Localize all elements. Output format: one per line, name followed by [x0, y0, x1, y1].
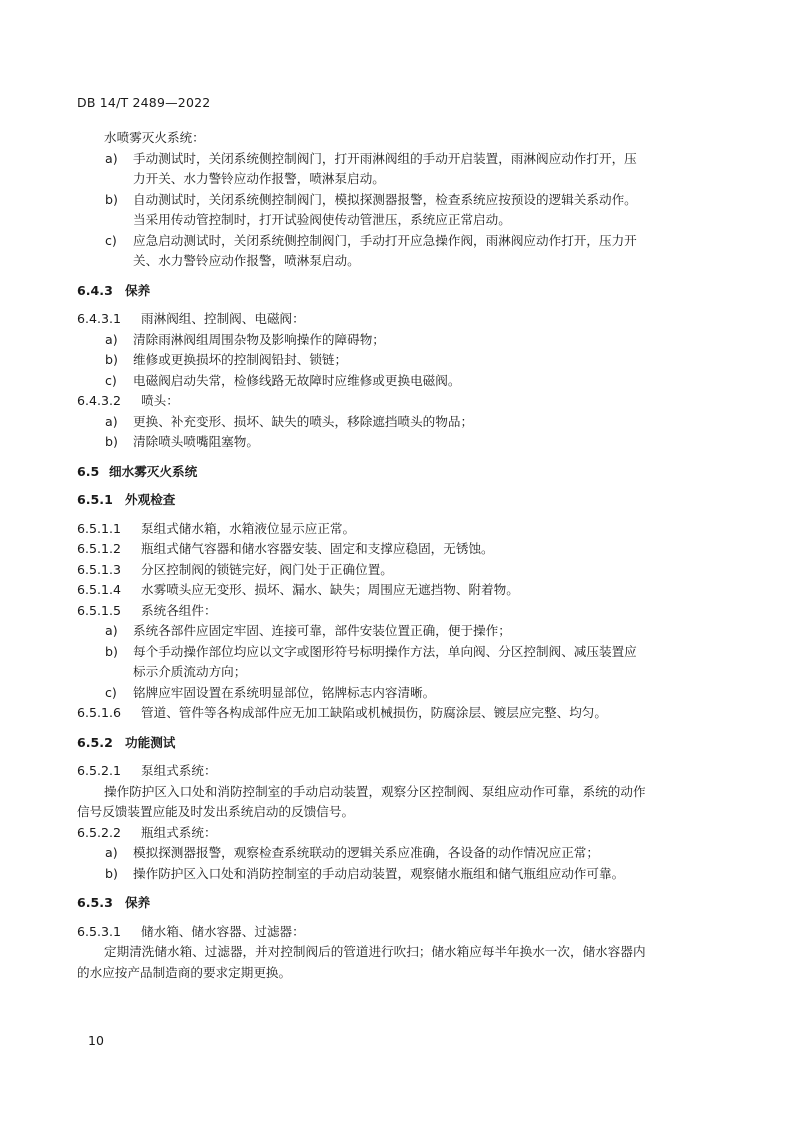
- list-item-continuation: 当采用传动管控制时，打开试验阀使传动管泄压，系统应正常启动。: [133, 212, 511, 227]
- paragraph: 操作防护区入口处和消防控制室的手动启动装置，观察分区控制阀、泵组应动作可靠，系统的动作: [104, 783, 646, 799]
- list-item: c) 电磁阀启动失常，检修线路无故障时应维修或更换电磁阀。: [105, 372, 461, 388]
- list-item-continuation: 力开关、水力警铃应动作报警，喷淋泵启动。: [133, 171, 385, 186]
- list-item: c) 应急启动测试时，关闭系统侧控制阀门，手动打开应急操作阀，雨淋阀应动作打开，压力开: [105, 232, 637, 248]
- section-heading: 6.5.1 外观检查: [77, 492, 176, 507]
- paragraph: 水喷雾灭火系统：: [104, 130, 205, 145]
- paragraph: 定期清洗储水箱、过滤器，并对控制阀后的管道进行吹扫；储水箱应每半年换水一次，储水容器内: [104, 944, 646, 959]
- clause: 6.4.3.2 喷头：: [77, 393, 179, 408]
- clause: 6.5.1.4 水雾喷头应无变形、损坏、漏水、缺失；周围应无遮挡物、附着物。: [77, 582, 519, 597]
- clause: 6.5.1.6 管道、管件等各构成部件应无加工缺陷或机械损伤，防腐涂层、镀层应完整、均匀。: [77, 705, 607, 720]
- page-number: 10: [88, 1033, 104, 1048]
- paragraph-continuation: 信号反馈装置应能及时发出系统启动的反馈信号。: [77, 804, 355, 819]
- clause: 6.5.1.5 系统各组件：: [77, 602, 217, 618]
- list-item: a) 模拟探测器报警，观察检查系统联动的逻辑关系应准确，各设备的动作情况应正常；: [105, 845, 599, 860]
- list-item: a) 清除雨淋阀组周围杂物及影响操作的障碍物；: [105, 331, 385, 347]
- section-heading: 6.5.3 保养: [77, 895, 151, 910]
- list-item: b) 清除喷头喷嘴阻塞物。: [105, 434, 259, 449]
- list-item: c) 铭牌应牢固设置在系统明显部位，铭牌标志内容清晰。: [105, 684, 436, 700]
- clause: 6.4.3.1 雨淋阀组、控制阀、电磁阀：: [77, 311, 305, 326]
- clause: 6.5.1.2 瓶组式储气容器和储水容器安装、固定和支撑应稳固，无锈蚀。: [77, 541, 494, 556]
- list-item-continuation: 关、水力警铃应动作报警，喷淋泵启动。: [133, 253, 360, 268]
- section-heading: 6.4.3 保养: [77, 282, 151, 298]
- clause: 6.5.1.3 分区控制阀的锁链完好，阀门处于正确位置。: [77, 561, 393, 577]
- section-heading: 6.5 细水雾灭火系统: [77, 463, 198, 479]
- document-code: DB 14/T 2489—2022: [77, 95, 211, 110]
- clause: 6.5.2.2 瓶组式系统：: [77, 824, 217, 840]
- list-item-continuation: 标示介质流动方向；: [133, 664, 247, 679]
- clause: 6.5.1.1 泵组式储水箱，水箱液位显示应正常。: [77, 520, 356, 536]
- list-item: a) 系统各部件应固定牢固、连接可靠，部件安装位置正确，便于操作；: [105, 623, 511, 638]
- list-item: a) 更换、补充变形、损坏、缺失的喷头，移除遮挡喷头的物品；: [105, 413, 474, 429]
- clause: 6.5.2.1 泵组式系统：: [77, 763, 217, 778]
- list-item: b) 维修或更换损坏的控制阀铅封、锁链；: [105, 352, 348, 367]
- list-item: b) 每个手动操作部位均应以文字或图形符号标明操作方法，单向阀、分区控制阀、减压装置应: [105, 643, 637, 659]
- page-body: [77, 128, 717, 983]
- section-heading: 6.5.2 功能测试: [77, 734, 176, 750]
- list-item: b) 自动测试时，关闭系统侧控制阀门，模拟探测器报警，检查系统应按预设的逻辑关系动作。: [105, 191, 637, 207]
- paragraph-continuation: 的水应按产品制造商的要求定期更换。: [77, 964, 292, 980]
- list-item: a) 手动测试时，关闭系统侧控制阀门，打开雨淋阀组的手动开启装置，雨淋阀应动作打开，压: [105, 150, 637, 166]
- clause: 6.5.3.1 储水箱、储水容器、过滤器：: [77, 923, 305, 939]
- list-item: b) 操作防护区入口处和消防控制室的手动启动装置，观察储水瓶组和储气瓶组应动作可靠。: [105, 865, 625, 881]
